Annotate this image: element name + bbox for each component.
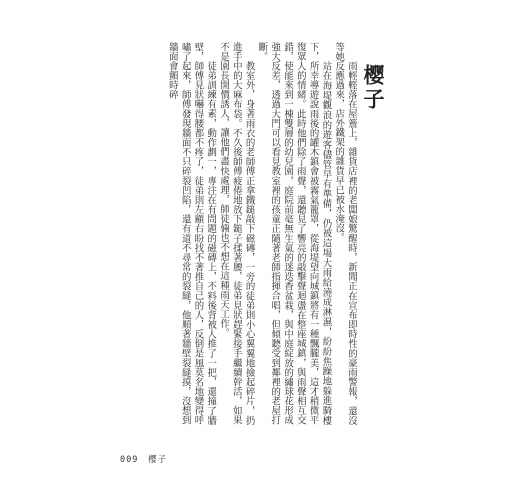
page-footer	[120, 453, 167, 465]
paragraph: 教室外，身著雨衣的老師傅正拿鐵鎚敲下磁磚，一旁的徒弟則小心翼翼地撿起碎片，扔進手中的大麻布袋。不久後師傅疲倦地放下鎚子揉著腰，徒弟見狀趕緊接手繼續幹活，如果不是園長開價誘人，讓他們盡快處理，師徒倆也不想在這種雨天工作。	[218, 42, 255, 425]
chapter-title: 樱子	[361, 64, 386, 112]
page-number: 009	[120, 455, 139, 465]
running-title: 樱子	[148, 455, 168, 465]
body-text	[112, 42, 357, 425]
paragraph: 站在海堤觀浪的遊客儘管早有準備，仍被這場大雨給澆成淋濕，紛紛焦躁地躲進騎樓下，所幸導遊說雨後的罐木鎮會被霧氣籠罩，從海堤望向城鎮將有一種飄朧美，這才稍微平復眾人的情緒。此時他們除了雨聲，還聽見了響亮的敲擊聲迴盪在整座城鎮，與雨聲相互交錯，使能來到一棟雙層的幼兒園，庭院前毫無生氣的迷迭香盆栽，與中庭綻放的繡球花形成強大反差，透過大門可以看見教室裡的孩童正隨著老師指揮合唱，但傾聽受到鄰裡的老屋打斷。	[256, 42, 332, 425]
paragraph: 雨輕輕落在屋簷上，雜貨店裡的老闆娘驚醒時，新聞正在宣布即時性的豪雨警報，還沒等她反應過來，店外鐵架的雜貨早已被水淹沒。	[333, 42, 357, 425]
paragraph: 徒弟訓練有素，動作劃一，專注在有問題的磁磚上，不料後背被人推了一把，還撞了牆壁，師傅見狀嚇得腰都不疼了，徒弟則左顧右盼找不著推自己的人，反倒是風莫名地變得呼嘯了起來，師傅發現牆面不只碎裂凹陷，還有道不尋常的裂縫，他順著牆壁裂縫摸，沒想到牆面會顫時碎	[166, 42, 217, 425]
